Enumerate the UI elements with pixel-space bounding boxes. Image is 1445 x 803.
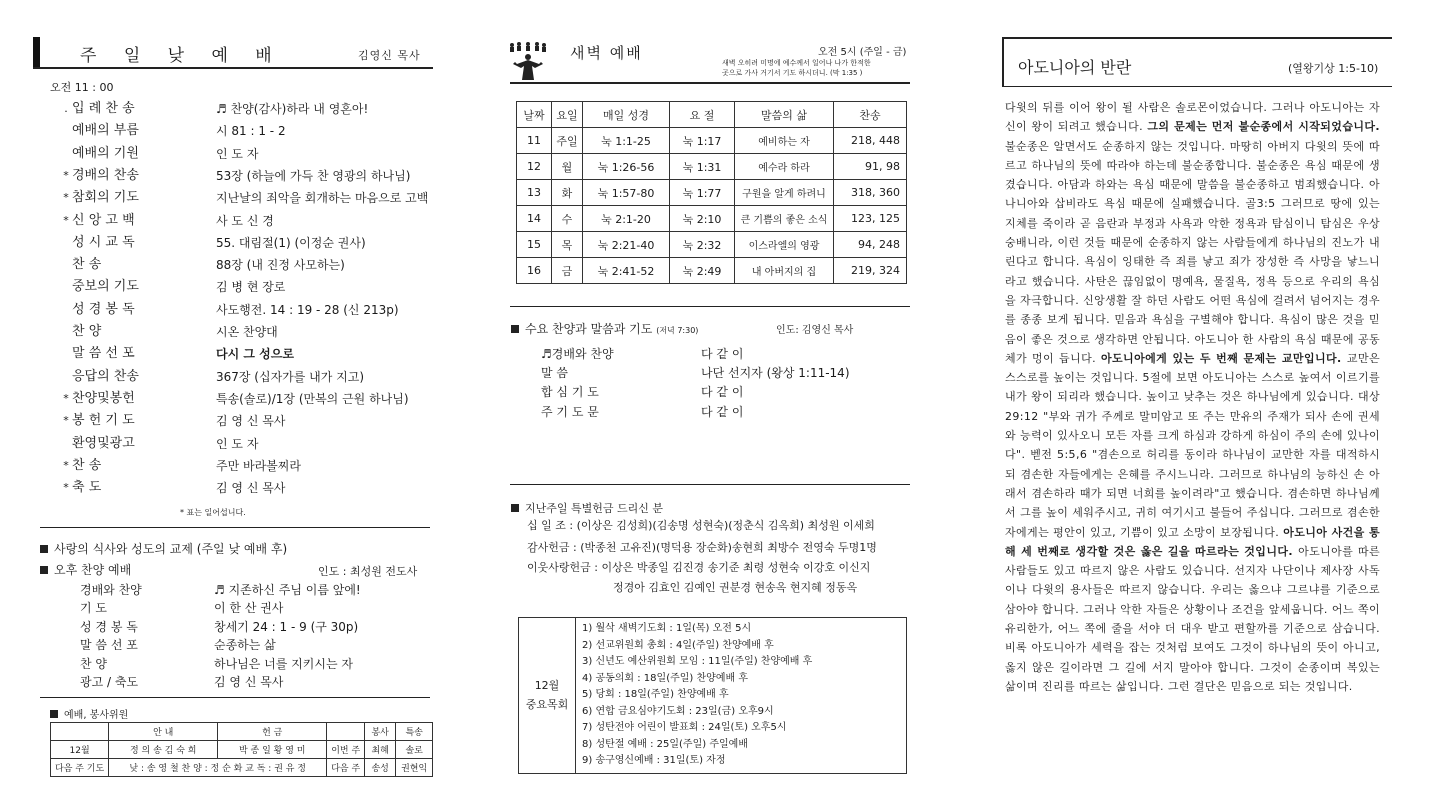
pm-service-heading: 오후 찬양 예배 [40, 561, 131, 578]
article-body [1005, 98, 1380, 696]
service-label: 중보의 기도 [72, 279, 139, 295]
dawn-cell: 14 [517, 206, 552, 232]
service-row [60, 188, 429, 208]
dawn-header-row [517, 102, 907, 128]
wednesday-row [541, 364, 850, 383]
dawn-cell: 내 아버지의 집 [735, 258, 834, 284]
service-label: 성 경 봉 독 [72, 301, 135, 317]
dawn-cell: 목 [552, 232, 583, 258]
service-row [60, 233, 366, 253]
dawn-row [517, 232, 907, 258]
pm-content: 순종하는 삶 [214, 638, 276, 653]
offering-neighbor-cont: 정경아 김효인 김예인 권분경 현송옥 현지혜 정동옥 [613, 581, 858, 594]
service-content: ♬ 찬양(감사)하라 내 영혼아! [216, 102, 369, 116]
dawn-cell: 주일 [552, 128, 583, 154]
pm-label: 기 도 [80, 601, 107, 616]
service-label: 입 례 찬 송 [72, 101, 135, 116]
service-row [60, 478, 286, 498]
dawn-cell: 큰 기쁨의 좋은 소식 [735, 206, 834, 232]
dawn-row [517, 154, 907, 180]
pm-label: 찬 양 [80, 656, 107, 671]
service-row [60, 255, 345, 275]
event-item: 5) 당회 : 18일(주일) 찬양예배 후 [582, 689, 729, 700]
dawn-cell: 12 [517, 154, 552, 180]
dawn-cell: 11 [517, 128, 552, 154]
service-label: 경배의 찬송 [72, 167, 139, 183]
sunday-service-time: 오전 11 : 00 [50, 81, 114, 94]
service-label: 예배의 기원 [72, 145, 139, 161]
dawn-cell: 눅 2:1-20 [583, 206, 670, 232]
service-row [60, 166, 411, 186]
service-mark: * [63, 168, 69, 182]
service-row [60, 99, 369, 119]
event-item: 7) 성탄전야 어린이 발표회 : 24일(토) 오후5시 [582, 722, 787, 733]
duty-row1-offering: 박 종 일 황 영 미 [218, 741, 327, 759]
offering-thanks: 감사헌금 : (박종천 고유진)(명덕용 장순화)송현희 최방수 전영숙 두명1명 [527, 541, 877, 554]
duty-row1-service: 최혜 [365, 741, 396, 759]
service-content: 김 영 신 목사 [216, 414, 286, 429]
article-key-point: 아도니아 사건을 통해 세 번째로 생각할 것은 옳은 길을 따르라는 것입니다. [1005, 525, 1381, 558]
service-label: 찬 양 [72, 324, 102, 339]
dawn-cell: 수 [552, 206, 583, 232]
dawn-cell: 눅 1:1-25 [583, 128, 670, 154]
dawn-reading-table [516, 101, 907, 284]
wednesday-row [541, 403, 744, 422]
dawn-cell: 눅 1:31 [670, 154, 735, 180]
service-label: 응답의 찬송 [72, 368, 139, 384]
wednesday-content: 나단 선지자 (왕상 1:11-14) [701, 366, 850, 381]
pm-label: 말 씀 선 포 [80, 638, 138, 653]
duty-row1-service-label: 이번 주 [327, 741, 365, 759]
pm-content: 이 한 산 권사 [214, 601, 284, 616]
service-mark: * [63, 414, 69, 428]
event-item: 3) 신년도 예산위원회 모임 : 11일(주일) 찬양예배 후 [582, 656, 813, 667]
dawn-cell: 219, 324 [834, 258, 907, 284]
dawn-cell: 218, 448 [834, 128, 907, 154]
wednesday-content: 다 같 이 [701, 404, 744, 419]
event-item: 8) 성탄절 예배 : 25일(주일) 주일예배 [582, 738, 748, 750]
dawn-cell: 구원을 알게 하려니 [735, 180, 834, 206]
wednesday-label: ♬경배와 찬양 [541, 347, 614, 361]
dawn-service-title: 새벽 예배 [570, 44, 643, 62]
dawn-cell: 눅 1:77 [670, 180, 735, 206]
duty-row2-service: 송성 [365, 759, 396, 777]
dawn-cell: 눅 1:57-80 [583, 180, 670, 206]
events-kind: 중요목회 [525, 698, 569, 712]
service-content: 시 81 : 1 - 2 [216, 124, 286, 139]
events-table [518, 617, 907, 774]
offering-tithe: 십 일 조 : (이상은 김성희)(김송명 성현숙)(정춘식 김옥희) 최성원 이세희 [527, 519, 875, 532]
dawn-cell: 16 [517, 258, 552, 284]
dawn-cell: 13 [517, 180, 552, 206]
events-label-cell [519, 618, 576, 774]
dawn-header-cell: 날짜 [517, 102, 552, 128]
event-item: 6) 연합 금요심야기도회 : 23일(금) 오후9시 [582, 705, 774, 717]
wednesday-row [541, 345, 744, 364]
duty-row2-label: 다음 주 기도 [51, 759, 109, 777]
dawn-header-cell: 찬송 [834, 102, 907, 128]
duty-header-guide: 안 내 [109, 723, 218, 741]
service-label: 봉 헌 기 도 [72, 413, 135, 429]
service-row [60, 389, 409, 409]
service-row [60, 300, 399, 320]
service-label: 말 씀 선 포 [72, 346, 135, 362]
praying-figure-icon [507, 41, 549, 81]
service-content: 367장 (십자가를 내가 지고) [216, 369, 365, 384]
dawn-cell: 15 [517, 232, 552, 258]
duty-row2-service-label: 다음 주 [327, 759, 365, 777]
wednesday-leader: 인도: 김영신 목사 [776, 325, 854, 336]
dawn-verse-line1: 새벽 오히려 미명에 예수께서 일어나 나가 한적한 [722, 59, 871, 67]
fellowship-heading: 사랑의 식사와 성도의 교제 (주일 낮 예배 후) [40, 540, 287, 557]
standing-note: * 표는 일어섭니다. [180, 508, 246, 517]
dawn-cell: 눅 2:32 [670, 232, 735, 258]
service-label: 찬 송 [72, 457, 102, 473]
service-label: 환영및광고 [72, 435, 135, 451]
event-item: 9) 송구영신예배 : 31일(토) 자정 [582, 755, 726, 766]
wednesday-content: 다 같 이 [701, 347, 744, 361]
duty-table [50, 722, 433, 777]
service-label: 예배의 부름 [72, 123, 139, 139]
service-label: 성 시 교 독 [72, 234, 135, 250]
service-row [60, 277, 286, 297]
service-content: 인 도 자 [216, 436, 259, 451]
service-label: 신 앙 고 백 [72, 212, 135, 228]
duty-row1-guide: 정 의 송 김 숙 희 [109, 741, 218, 759]
service-content: 사 도 신 경 [216, 213, 274, 228]
dawn-cell: 눅 1:17 [670, 128, 735, 154]
square-bullet-icon [40, 545, 48, 553]
service-content: 사도행전. 14 : 19 - 28 (신 213p) [216, 302, 399, 317]
duty-row1-special: 솔로 [396, 741, 433, 759]
pm-content: 하나님은 너를 지키시는 자 [214, 656, 353, 671]
article-paragraph: 아도니아를 따른 사람들도 있고 따르지 않은 사람도 있습니다. 선지자 나단이나 제사장 사독이나 다윗의 용사들은 따르지 않습니다. 우리는 옳으냐 그르냐를 기준으로 삼아야 합니다. 그러나 악한 자들은 상황이나 조건을 앞세웁니다. 어느 쪽이 유리한가, 어느 쪽에 줄을 서야 더 대우 받고 편할까를 기준으로 삼습니다. 비록 아도니아가 세력을 잡는 것처럼 보여도 그것이 하나님의 뜻이 아니고, 옳지 않은 길이라면 그 길에 서지 말아야 합니다. 그것이 순종이며 복있는 삶이며 진리를 따르는 삶입니다. 그런 결단은 믿음으로 되는 것입니다. [1005, 544, 1381, 693]
service-content: 주만 바라볼찌라 [216, 458, 301, 473]
dawn-cell: 91, 98 [834, 154, 907, 180]
service-label: 찬 송 [72, 257, 102, 273]
article-key-point: 그의 문제는 먼저 불순종에서 시작되었습니다. [1147, 120, 1380, 134]
article-paragraph: 교만은 스스로를 높이는 것입니다. 5절에 보면 아도니아는 스스로 높여서 이르기를 내가 왕이 되리라 했습니다. 높이고 낮추는 것은 하나님에게 있습니다. 대상29:12 "부와 귀가 주께로 말미암고 또 주는 만유의 주재가 되사 손에 권세와 능력이 있사오니 모든 자를 크게 하심과 강하게 하심이 주의 손에 있나이다". 벧전 5:5,6 "겸손으로 허리를 동이라 하나님이 교만한 자를 대적하시되 겸손한 자들에게는 은혜를 주시느니라. 그러므로 하나님의 능하신 손 아래서 겸손하라 때가 되면 너희를 높이려라"고 했습니다. 겸손하면 하나님께서 그를 높이 세워주시고, 귀히 여기시고 불들어 주십니다. 그러므로 겸손한 자에게는 평안이 있고, 기쁨이 있고 소망이 보장됩니다. [1005, 351, 1380, 539]
dawn-cell: 화 [552, 180, 583, 206]
service-row [60, 144, 259, 164]
service-content: 특송(솔로)/1장 (만복의 근원 하나님) [216, 391, 409, 406]
dawn-header-cell: 요일 [552, 102, 583, 128]
pm-content: ♬ 지존하신 주님 이름 앞에! [214, 583, 361, 597]
dawn-cell: 눅 2:41-52 [583, 258, 670, 284]
service-row [60, 411, 286, 431]
square-bullet-icon [511, 504, 519, 512]
pm-row [80, 599, 284, 617]
service-content: 인 도 자 [216, 146, 259, 161]
dawn-cell: 월 [552, 154, 583, 180]
event-item: 1) 월삭 새벽기도회 : 1일(목) 오전 5시 [582, 623, 752, 634]
service-mark: * [63, 458, 69, 472]
dawn-row [517, 128, 907, 154]
article-title: 아도니아의 반란 [1018, 58, 1132, 77]
pm-label: 경배와 찬양 [80, 583, 142, 597]
service-mark: . [64, 102, 68, 115]
service-row [60, 456, 301, 476]
events-list [576, 618, 907, 774]
dawn-header-cell: 요 절 [670, 102, 735, 128]
service-row [60, 344, 294, 364]
service-content: 88장 (내 진정 사모하는) [216, 258, 345, 273]
duty-header-special: 특송 [396, 723, 433, 741]
square-bullet-icon [50, 710, 58, 718]
sunday-service-title: 주 일 낮 예 배 [80, 46, 283, 66]
pm-label: 성 경 봉 독 [80, 619, 138, 634]
duty-heading: 예배, 봉사위원 [50, 706, 128, 721]
service-content: 지난날의 죄악을 회개하는 마음으로 고백 [216, 191, 429, 206]
dawn-cell: 금 [552, 258, 583, 284]
service-label: 참회의 기도 [72, 190, 139, 206]
duty-header-service: 봉사 [365, 723, 396, 741]
wednesday-label: 말 씀 [541, 366, 568, 381]
wednesday-label: 합 심 기 도 [541, 385, 599, 400]
dawn-cell: 123, 125 [834, 206, 907, 232]
pm-row [80, 673, 284, 691]
service-mark: * [63, 191, 69, 205]
dawn-cell: 이스라엘의 영광 [735, 232, 834, 258]
dawn-cell: 눅 2:10 [670, 206, 735, 232]
dawn-cell: 눅 1:26-56 [583, 154, 670, 180]
pm-label: 광고 / 축도 [80, 675, 139, 689]
offering-neighbor: 이웃사랑헌금 : 이상은 박종일 김진경 송기준 최령 성현숙 이강호 이신지 [527, 561, 871, 574]
square-bullet-icon [40, 566, 48, 574]
event-item: 4) 공동의회 : 18일(주일) 찬양예배 후 [582, 672, 748, 684]
pm-content: 김 영 신 목사 [214, 675, 284, 689]
wednesday-content: 다 같 이 [701, 385, 744, 400]
duty-row2-prayer: 낮 : 송 영 철 찬 양 : 정 순 화 교 독 : 권 유 정 [109, 759, 327, 777]
wednesday-label: 주 기 도 문 [541, 404, 599, 419]
dawn-row [517, 258, 907, 284]
service-mark: * [63, 391, 69, 405]
duty-row2-special: 권현익 [396, 759, 433, 777]
events-month: 12월 [534, 679, 560, 693]
wednesday-row [541, 383, 744, 402]
pm-row [80, 618, 359, 636]
service-row [60, 367, 365, 387]
service-content: 다시 그 성으로 [216, 347, 294, 362]
dawn-verse-line2: 곳으로 가사 거기서 기도 하시더니. (막 1:35 ) [722, 69, 863, 77]
duty-row1-label: 12월 [51, 741, 109, 759]
pm-row [80, 655, 353, 673]
pm-leader: 인도 : 최성원 전도사 [318, 565, 418, 578]
duty-header-blank [327, 723, 365, 741]
dawn-cell: 예수라 하라 [735, 154, 834, 180]
service-label: 찬양및봉헌 [72, 390, 135, 406]
dawn-cell: 318, 360 [834, 180, 907, 206]
header-bar-mark [33, 37, 40, 67]
pm-row [80, 581, 361, 599]
dawn-cell: 예비하는 자 [735, 128, 834, 154]
service-row [60, 121, 286, 141]
service-mark: * [63, 481, 69, 495]
pm-content: 창세기 24 : 1 - 9 (구 30p) [214, 619, 359, 634]
service-content: 53장 (하늘에 가득 찬 영광의 하나님) [216, 168, 411, 183]
wednesday-heading: 수요 찬양과 말씀과 기도 (저녁 7:30) [511, 320, 698, 337]
article-reference: (열왕기상 1:5-10) [1288, 62, 1379, 75]
service-content: 김 영 신 목사 [216, 481, 286, 496]
article-key-point: 아도니아에게 있는 두 번째 문제는 교만입니다. [1101, 351, 1347, 365]
duty-header-offering: 헌 금 [218, 723, 327, 741]
service-row [60, 322, 278, 342]
pm-row [80, 636, 276, 654]
dawn-cell: 눅 2:21-40 [583, 232, 670, 258]
duty-corner [51, 723, 109, 741]
dawn-row [517, 206, 907, 232]
sunday-pastor: 김영신 목사 [358, 49, 421, 62]
dawn-cell: 94, 248 [834, 232, 907, 258]
dawn-header-cell: 말씀의 삶 [735, 102, 834, 128]
dawn-cell: 눅 2:49 [670, 258, 735, 284]
event-item: 2) 선교위원회 총회 : 4일(주일) 찬양예배 후 [582, 639, 774, 651]
service-content: 시온 찬양대 [216, 325, 278, 339]
dawn-row [517, 180, 907, 206]
dawn-header-cell: 매일 성경 [583, 102, 670, 128]
offering-heading: 지난주일 특별헌금 드리신 분 [511, 500, 663, 516]
service-mark: * [63, 213, 69, 227]
dawn-service-time: 오전 5시 (주일 - 금) [818, 47, 907, 58]
service-content: 김 병 현 장로 [216, 280, 286, 295]
service-label: 축 도 [72, 480, 102, 496]
service-content: 55. 대림절(1) (이정순 권사) [216, 235, 366, 250]
article-paragraph: 다윗의 뒤를 이어 왕이 될 사람은 솔로몬이었습니다. 그러나 아도니아는 자신이 왕이 되려고 했습니다. [1005, 101, 1380, 134]
square-bullet-icon [511, 325, 519, 333]
service-row [60, 434, 259, 454]
service-row [60, 211, 274, 231]
article-paragraph: 불순종은 알면서도 순종하지 않는 것입니다. 마땅히 아버지 다윗의 뜻에 따르고 하나님의 뜻에 따라야 하는데 불순종합니다. 불순종은 욕심 때문에 생겼습니다. 아담과 하와는 욕심 때문에 말씀을 불순종하고 범죄했습니다. 아나니아와 삽비라도 욕심 때문에 실패했습니다. 골3:5 그러므로 땅에 있는 지체를 죽이라 곧 음란과 부정과 사욕과 악한 정욕과 탐심이니 탐심은 우상 숭배니라, 이런 것들 때문에 순종하지 않는 사람들에게 하나님의 진노가 내린다고 합니다. 욕심이 잉태한 즉 죄를 낳고 죄가 장성한 즉 사망을 낳느니라고 했습니다. 사탄은 끊임없이 명예욕, 물질욕, 정욕 등으로 우리의 욕심을 자극합니다. 신앙생활 잘 하던 사람도 어떤 욕심에 걸려서 넘어지는 경우를 종종 보게 됩니다. 믿음과 욕심을 구별해야 합니다. 욕심이 많은 것을 믿음이 좋은 것으로 생각하면 안됩니다. 아도니아 한 사람의 욕심 때문에 공동체가 멍이 듭니다. [1005, 139, 1380, 365]
